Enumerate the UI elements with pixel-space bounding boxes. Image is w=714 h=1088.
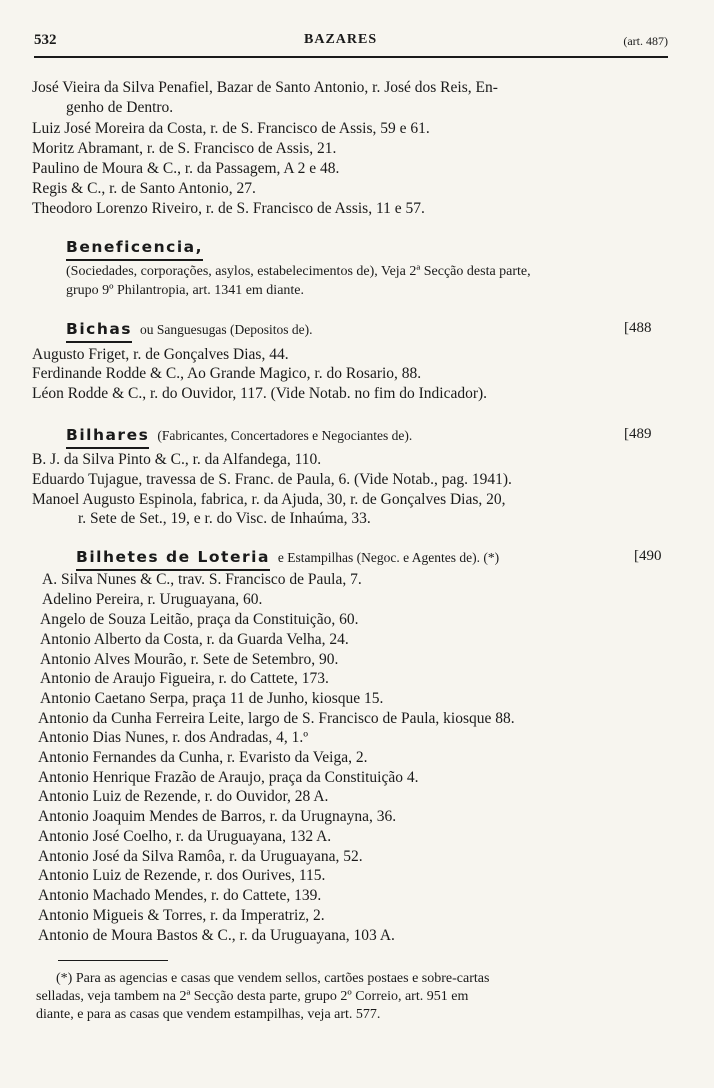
- section-heading-beneficencia: [66, 236, 203, 259]
- list-item: Antonio Caetano Serpa, praça 11 de Junho, kiosque 15.: [40, 690, 384, 707]
- list-item: r. Sete de Set., 19, e r. do Visc. de Inhaúma, 33.: [78, 510, 371, 527]
- list-item: Antonio Fernandes da Cunha, r. Evaristo da Veiga, 2.: [38, 749, 368, 766]
- list-item: A. Silva Nunes & C., trav. S. Francisco de Paula, 7.: [42, 571, 362, 588]
- footnote-line: diante, e para as casas que vendem estampilhas, veja art. 577.: [36, 1007, 381, 1022]
- list-item: Antonio José da Silva Ramôa, r. da Uruguayana, 52.: [38, 848, 363, 865]
- list-item: Antonio de Araujo Figueira, r. do Cattete, 173.: [40, 670, 329, 687]
- section-heading-bilhetes: [76, 546, 499, 569]
- list-item: Antonio da Cunha Ferreira Leite, largo de S. Francisco de Paula, kiosque 88.: [38, 710, 515, 727]
- list-item: genho de Dentro.: [66, 99, 174, 116]
- footnote-divider: [58, 960, 168, 961]
- list-item: Antonio Joaquim Mendes de Barros, r. da Urugnayna, 36.: [38, 808, 397, 825]
- list-item: José Vieira da Silva Penafiel, Bazar de Santo Antonio, r. José dos Reis, En-: [32, 79, 498, 96]
- list-item: Eduardo Tujague, travessa de S. Franc. de Paula, 6. (Vide Notab., pag. 1941).: [32, 471, 512, 488]
- section-note: (Sociedades, corporações, asylos, estabelecimentos de), Veja 2ª Secção desta parte,: [66, 264, 531, 279]
- list-item: Augusto Friget, r. de Gonçalves Dias, 44.: [32, 346, 289, 363]
- section-title: Bilhares: [66, 426, 150, 444]
- section-subtitle: ou Sanguesugas (Depositos de).: [140, 322, 313, 337]
- footnote-line: (*) Para as agencias e casas que vendem sellos, cartões postaes e sobre-cartas: [56, 971, 490, 986]
- list-item: Antonio Alberto da Costa, r. da Guarda Velha, 24.: [40, 631, 349, 648]
- section-heading-bichas: [66, 318, 666, 341]
- list-item: Adelino Pereira, r. Uruguayana, 60.: [42, 591, 263, 608]
- section-number: [489: [624, 426, 652, 442]
- section-subtitle: (Fabricantes, Concertadores e Negociantes de).: [157, 428, 413, 443]
- footnote-line: selladas, veja tambem na 2ª Secção desta parte, grupo 2º Correio, art. 951 em: [36, 989, 469, 1004]
- page-title: BAZARES: [304, 32, 378, 47]
- list-item: Antonio Machado Mendes, r. do Cattete, 139.: [38, 887, 322, 904]
- list-item: Theodoro Lorenzo Riveiro, r. de S. Francisco de Assis, 11 e 57.: [32, 200, 425, 217]
- list-item: Ferdinande Rodde & C., Ao Grande Magico, r. do Rosario, 88.: [32, 365, 422, 382]
- list-item: Antonio Dias Nunes, r. dos Andradas, 4, 1.º: [38, 729, 309, 746]
- list-item: Manoel Augusto Espinola, fabrica, r. da Ajuda, 30, r. de Gonçalves Dias, 20,: [32, 491, 506, 508]
- list-item: Antonio Luiz de Rezende, r. do Ouvidor, 28 A.: [38, 788, 329, 805]
- section-heading-bilhares: [66, 424, 412, 447]
- page-number: 532: [34, 32, 57, 48]
- list-item: Léon Rodde & C., r. do Ouvidor, 117. (Vide Notab. no fim do Indicador).: [32, 385, 488, 402]
- list-item: B. J. da Silva Pinto & C., r. da Alfandega, 110.: [32, 451, 322, 468]
- list-item: Angelo de Souza Leitão, praça da Constituição, 60.: [40, 611, 359, 628]
- section-title: Bilhetes de Loteria: [76, 548, 270, 566]
- section-title: Bichas: [66, 320, 133, 338]
- page-header: [34, 30, 668, 58]
- list-item: Antonio José Coelho, r. da Uruguayana, 132 A.: [38, 828, 332, 845]
- list-item: Antonio de Moura Bastos & C., r. da Uruguayana, 103 A.: [38, 927, 395, 944]
- section-title: Beneficencia,: [66, 238, 204, 256]
- list-item: Luiz José Moreira da Costa, r. de S. Francisco de Assis, 59 e 61.: [32, 120, 430, 137]
- section-number: [490: [634, 548, 662, 564]
- list-item: Moritz Abramant, r. de S. Francisco de Assis, 21.: [32, 140, 337, 157]
- list-item: Antonio Alves Mourão, r. Sete de Setembro, 90.: [40, 651, 339, 668]
- section-note: grupo 9º Philantropia, art. 1341 em diante.: [66, 283, 305, 298]
- list-item: Paulino de Moura & C., r. da Passagem, A 2 e 48.: [32, 160, 340, 177]
- list-item: Antonio Migueis & Torres, r. da Imperatriz, 2.: [38, 907, 325, 924]
- list-item: Antonio Henrique Frazão de Araujo, praça da Constituição 4.: [38, 769, 419, 786]
- list-item: Regis & C., r. de Santo Antonio, 27.: [32, 180, 256, 197]
- section-number: [488: [624, 320, 652, 336]
- list-item: Antonio Luiz de Rezende, r. dos Ourives, 115.: [38, 867, 326, 884]
- article-reference: (art. 487): [623, 34, 668, 48]
- section-subtitle: e Estampilhas (Negoc. e Agentes de). (*): [277, 550, 500, 565]
